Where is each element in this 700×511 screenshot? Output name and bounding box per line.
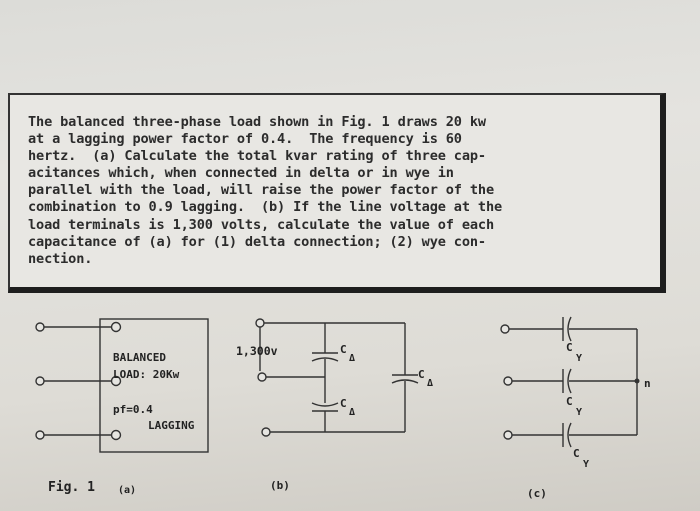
figure-c [501,317,651,500]
problem-line: parallel with the load, will raise the power factor of the [28,182,494,199]
neutral-label: n [644,377,651,390]
capacitor-subscript: Δ [349,353,356,364]
terminal [504,431,512,439]
terminal [36,377,44,385]
capacitor-label: C [566,395,573,408]
load-label: LAGGING [148,419,195,432]
capacitor-subscript: Y [583,459,590,470]
capacitor-label: C [340,397,347,410]
figure-caption: (c) [527,487,547,500]
load-label: BALANCED [113,351,166,364]
neutral-node [635,379,640,384]
terminal [112,431,121,440]
problem-line: combination to 0.9 lagging. (b) If the line voltage at the [28,199,503,216]
problem-statement [28,114,648,268]
problem-line: hertz. (a) Calculate the total kvar rating of three cap- [28,148,486,165]
capacitor-label: C [418,368,425,381]
capacitor-plate [312,403,338,406]
terminal [36,431,44,439]
terminal [256,319,264,327]
capacitor-subscript: Y [576,407,583,418]
figure-b [236,319,433,492]
figure-caption: Fig. 1 [48,480,95,495]
capacitor-label: C [566,341,573,354]
capacitor-subscript: Δ [427,378,434,389]
terminal [504,377,512,385]
terminal [36,323,44,331]
problem-line: capacitance of (a) for (1) delta connection; (2) wye con- [28,233,486,250]
capacitor-label: C [573,447,580,460]
voltage-label: 1,300v [236,344,278,358]
problem-line: acitances which, when connected in delta or in wye in [28,165,454,182]
figure-caption: (b) [270,479,290,492]
problem-line: nection. [28,250,93,267]
circuit-figure [0,295,700,511]
figure-caption: (a) [118,485,137,496]
figure-a [36,319,208,496]
terminal [501,325,509,333]
terminal [262,428,270,436]
capacitor-subscript: Y [576,353,583,364]
problem-line: The balanced three-phase load shown in Fig. 1 draws 20 kw [28,114,486,130]
terminal [258,373,266,381]
problem-line: at a lagging power factor of 0.4. The frequency is 60 [28,131,462,148]
capacitor-subscript: Δ [349,407,356,418]
terminal [112,323,121,332]
load-label: LOAD: 20Kw [113,368,180,381]
load-label: pf=0.4 [113,403,153,416]
capacitor-label: C [340,343,347,356]
problem-line: load terminals is 1,300 volts, calculate the value of each [28,216,494,233]
